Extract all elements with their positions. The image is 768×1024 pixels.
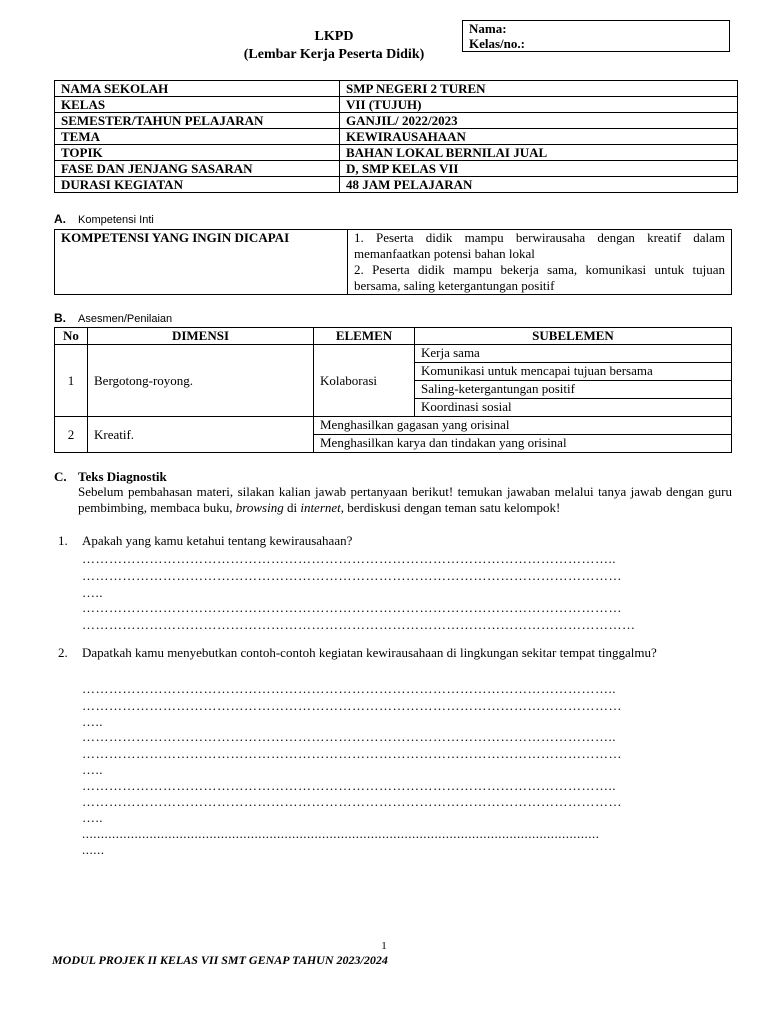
- answer-line[interactable]: …………………………………………………………………………………………………………: [82, 698, 622, 713]
- assessment-table: [54, 327, 732, 453]
- section-b-title: Asesmen/Penilaian: [78, 313, 173, 325]
- info-value: BAHAN LOKAL BERNILAI JUAL: [340, 145, 738, 161]
- answer-line[interactable]: ......: [82, 842, 105, 857]
- table-row: [55, 97, 738, 113]
- answer-line[interactable]: …..: [82, 810, 103, 825]
- header-elemen: ELEMEN: [314, 328, 415, 345]
- info-label: DURASI KEGIATAN: [55, 177, 340, 193]
- answer-line[interactable]: ..........................................................................................................................................: [82, 826, 600, 841]
- table-row: [55, 345, 732, 363]
- competency-item-1: 1. Peserta didik mampu berwirausaha dengan kreatif dalam memanfaatkan potensi bahan lokal: [354, 230, 725, 261]
- class-label: Kelas/no.:: [469, 36, 525, 51]
- question-1: [58, 533, 352, 549]
- info-value: SMP NEGERI 2 TUREN: [340, 81, 738, 97]
- question-1-text: Apakah yang kamu ketahui tentang kewirausahaan?: [82, 533, 353, 548]
- elemen-cell: Menghasilkan karya dan tindakan yang orisinal: [314, 435, 732, 453]
- question-2: [58, 645, 732, 661]
- info-label: NAMA SEKOLAH: [55, 81, 340, 97]
- para-text-2: di: [286, 500, 298, 515]
- answer-line[interactable]: …………………………………………………………………………………………………………: [82, 568, 622, 583]
- table-row: [55, 129, 738, 145]
- info-label: TEMA: [55, 129, 340, 145]
- page-number: 1: [381, 940, 387, 952]
- row-elemen: Kolaborasi: [314, 345, 415, 417]
- answer-line[interactable]: …………………………………………………………………………………………………………: [82, 600, 622, 615]
- header-dimensi: DIMENSI: [88, 328, 314, 345]
- subelemen-cell: Komunikasi untuk mencapai tujuan bersama: [415, 363, 732, 381]
- section-a-heading: [54, 212, 154, 226]
- info-label: FASE DAN JENJANG SASARAN: [55, 161, 340, 177]
- info-value: KEWIRAUSAHAAN: [340, 129, 738, 145]
- table-row: [55, 113, 738, 129]
- info-table: [54, 80, 738, 193]
- name-class-box: [462, 20, 730, 52]
- info-label: SEMESTER/TAHUN PELAJARAN: [55, 113, 340, 129]
- info-value: D, SMP KELAS VII: [340, 161, 738, 177]
- info-label: TOPIK: [55, 145, 340, 161]
- competency-label: KOMPETENSI YANG INGIN DICAPAI: [55, 230, 348, 295]
- section-c-letter: C.: [54, 469, 67, 484]
- question-2-number: 2.: [58, 645, 68, 660]
- row-no: 2: [55, 417, 88, 453]
- elemen-cell: Menghasilkan gagasan yang orisinal: [314, 417, 732, 435]
- competency-items: [348, 230, 732, 295]
- table-row: [55, 145, 738, 161]
- para-text-1: Sebelum pembahasan materi, silakan kalian jawab pertanyaan berikut! temukan jawaban melalui tanya jawab dengan guru pembimbing, membaca buku,: [78, 484, 732, 515]
- table-row: [55, 177, 738, 193]
- section-c-paragraph: [78, 484, 732, 516]
- question-1-number: 1.: [58, 533, 68, 548]
- para-text-3: , berdiskusi dengan teman satu kelompok!: [340, 500, 561, 515]
- answer-line[interactable]: ……………………………………………………………………………………………………………: [82, 617, 636, 632]
- table-header-row: [55, 328, 732, 345]
- section-c-heading: [54, 469, 732, 485]
- table-row: [55, 230, 732, 295]
- answer-line[interactable]: ………………………………………………………………………………………………………..: [82, 681, 616, 696]
- answer-line[interactable]: ………………………………………………………………………………………………………..: [82, 729, 616, 744]
- competency-table: [54, 229, 732, 295]
- answer-line[interactable]: ………………………………………………………………………………………………………..: [82, 778, 616, 793]
- info-value: VII (TUJUH): [340, 97, 738, 113]
- footer-text: MODUL PROJEK II KELAS VII SMT GENAP TAHUN 2023/2024: [52, 953, 388, 967]
- header-no: No: [55, 328, 88, 345]
- table-row: [55, 81, 738, 97]
- para-italic-browsing: browsing: [235, 500, 284, 515]
- header-subelemen: SUBELEMEN: [415, 328, 732, 345]
- row-dimensi: Bergotong-royong.: [88, 345, 314, 417]
- para-italic-internet: internet: [300, 500, 341, 515]
- answer-line[interactable]: …………………………………………………………………………………………………………: [82, 746, 622, 761]
- section-b-letter: B.: [54, 311, 66, 325]
- answer-line[interactable]: …..: [82, 762, 103, 777]
- table-row: [55, 417, 732, 435]
- answer-line[interactable]: …..: [82, 585, 103, 600]
- section-c-title: Teks Diagnostik: [78, 469, 167, 484]
- title-subtitle: (Lembar Kerja Peserta Didik): [243, 47, 425, 62]
- row-no: 1: [55, 345, 88, 417]
- competency-item-2: 2. Peserta didik mampu bekerja sama, komunikasi untuk tujuan bersama, saling ketergantungan positif: [354, 262, 725, 293]
- info-value: 48 JAM PELAJARAN: [340, 177, 738, 193]
- title-lkpd: LKPD: [314, 29, 354, 44]
- question-2-text: Dapatkah kamu menyebutkan contoh-contoh kegiatan kewirausahaan di lingkungan sekitar tempat tinggalmu?: [82, 645, 657, 660]
- answer-line[interactable]: …………………………………………………………………………………………………………: [82, 794, 622, 809]
- section-a-letter: A.: [54, 212, 66, 226]
- section-a-title: Kompetensi Inti: [78, 214, 154, 226]
- table-row: [55, 161, 738, 177]
- subelemen-cell: Kerja sama: [415, 345, 732, 363]
- row-dimensi: Kreatif.: [88, 417, 314, 453]
- section-b-heading: [54, 311, 172, 325]
- answer-line[interactable]: ………………………………………………………………………………………………………..: [82, 551, 616, 566]
- subelemen-cell: Koordinasi sosial: [415, 399, 732, 417]
- answer-line[interactable]: …..: [82, 714, 103, 729]
- info-label: KELAS: [55, 97, 340, 113]
- name-label: Nama:: [469, 21, 507, 36]
- info-value: GANJIL/ 2022/2023: [340, 113, 738, 129]
- subelemen-cell: Saling-ketergantungan positif: [415, 381, 732, 399]
